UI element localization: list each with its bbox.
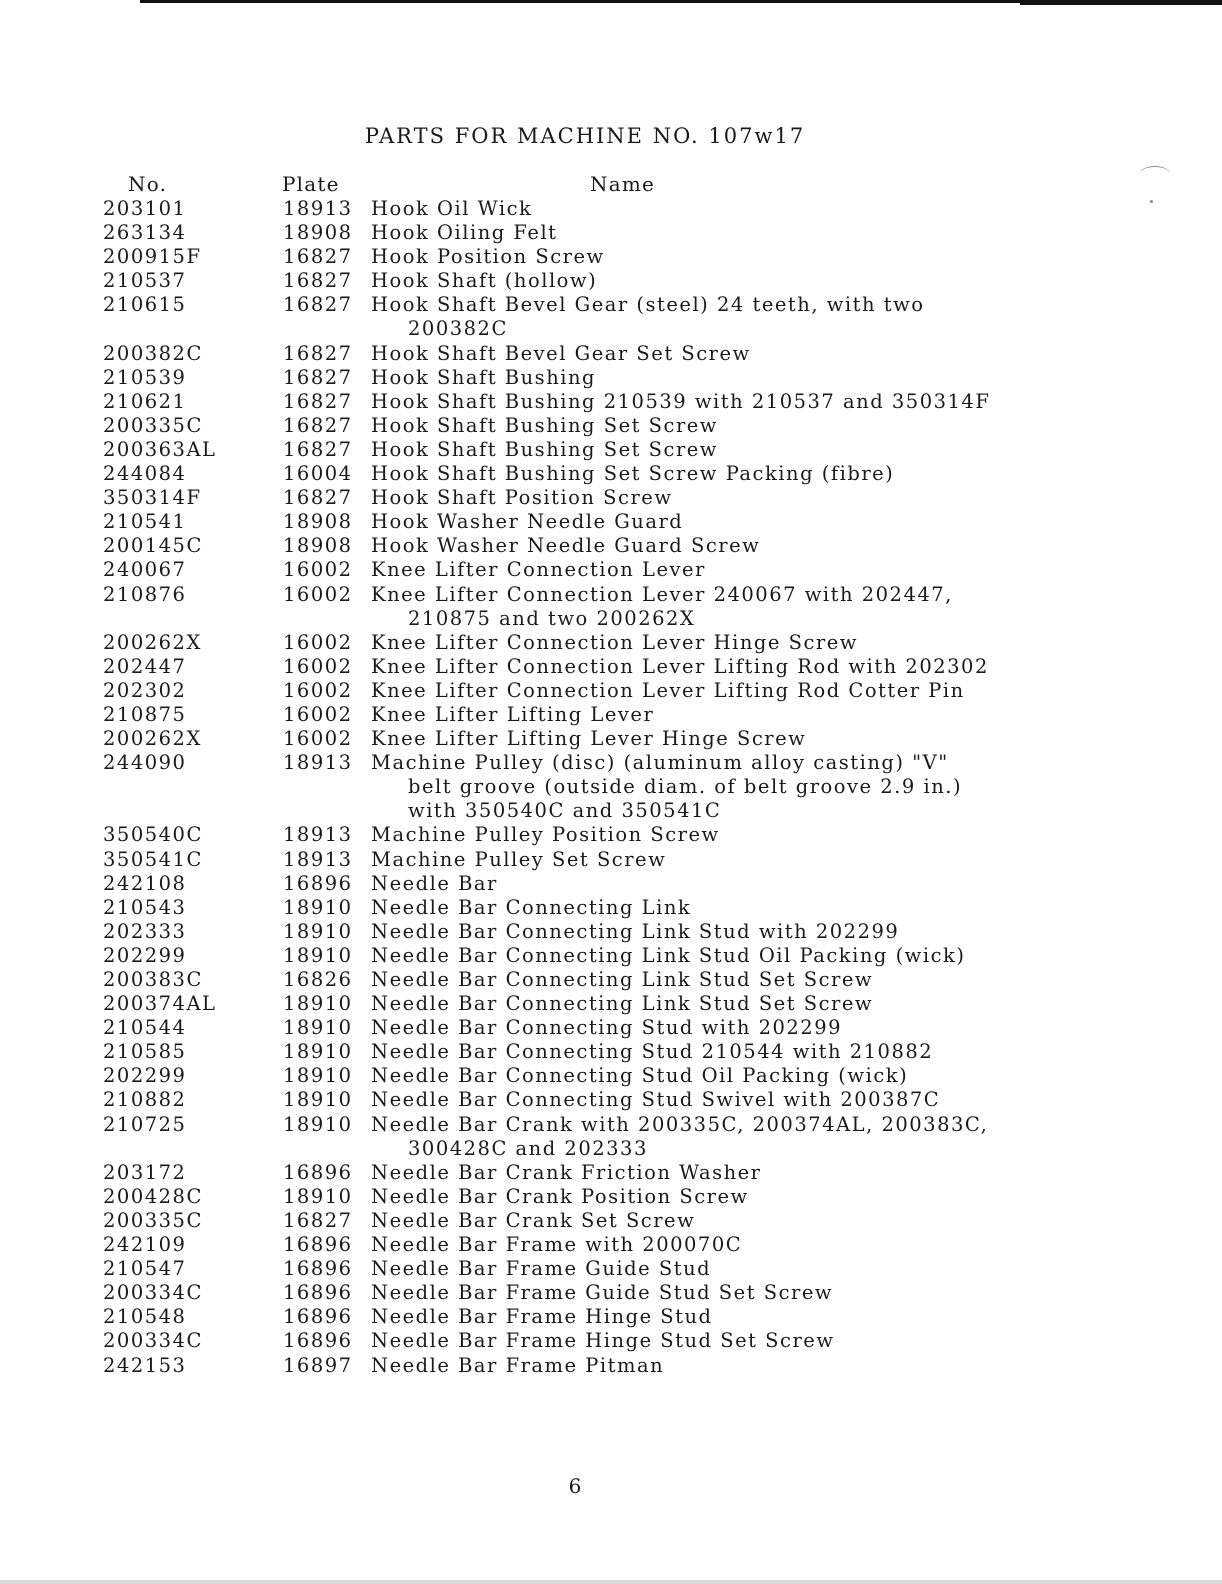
part-number: 210539 <box>103 365 187 389</box>
part-number: 350541C <box>103 847 203 871</box>
part-name: Needle Bar Connecting Link Stud Oil Packing (wick) <box>371 943 966 967</box>
part-name: Knee Lifter Lifting Lever Hinge Screw <box>371 727 807 751</box>
part-name: Knee Lifter Connection Lever Lifting Rod with 202302 <box>371 654 989 678</box>
part-row <box>0 1209 1100 1233</box>
part-row <box>0 751 1100 823</box>
part-name: Knee Lifter Connection Lever <box>371 558 706 582</box>
part-row <box>0 992 1100 1016</box>
plate-number: 16827 <box>283 413 353 437</box>
plate-number: 16002 <box>283 727 353 751</box>
part-name: Hook Oil Wick <box>371 197 533 220</box>
part-number: 200335C <box>103 413 203 437</box>
part-name: Needle Bar Frame Hinge Stud Set Screw <box>371 1329 835 1353</box>
part-name: Hook Shaft Bevel Gear Set Screw <box>371 341 751 365</box>
part-number: 263134 <box>103 221 187 245</box>
part-number: 202299 <box>103 943 187 967</box>
part-name: Needle Bar Connecting Stud with 202299 <box>371 1016 843 1040</box>
plate-number: 16896 <box>283 1257 353 1281</box>
column-header-no: No. <box>128 172 168 196</box>
part-row <box>0 438 1100 462</box>
part-row <box>0 944 1100 968</box>
plate-number: 18913 <box>283 823 353 847</box>
part-row <box>0 1185 1100 1209</box>
part-name: Needle Bar Connecting Stud Oil Packing (wick) <box>371 1064 909 1088</box>
part-number: 200915F <box>103 245 202 269</box>
plate-number: 16827 <box>283 245 353 269</box>
part-name: Hook Oiling Felt <box>371 221 558 245</box>
part-row <box>0 968 1100 992</box>
plate-number: 18910 <box>283 992 353 1016</box>
part-number: 200374AL <box>103 992 217 1016</box>
parts-list <box>0 197 1100 1378</box>
plate-number: 18910 <box>283 1184 353 1208</box>
part-number: 210544 <box>103 1016 187 1040</box>
part-row <box>0 727 1100 751</box>
plate-number: 16896 <box>283 1281 353 1305</box>
part-number: 210615 <box>103 293 187 317</box>
part-name: Machine Pulley Position Screw <box>371 823 720 847</box>
part-row <box>0 631 1100 655</box>
part-number: 350314F <box>103 486 202 510</box>
plate-number: 18910 <box>283 895 353 919</box>
part-row <box>0 1113 1100 1161</box>
part-name: Knee Lifter Connection Lever Hinge Screw <box>371 630 858 654</box>
part-number: 240067 <box>103 558 187 582</box>
plate-number: 18913 <box>283 197 353 220</box>
part-row <box>0 1161 1100 1185</box>
plate-number: 16002 <box>283 582 353 606</box>
plate-number: 16827 <box>283 486 353 510</box>
part-name: Hook Shaft Bushing 210539 with 210537 and 350314F <box>371 389 991 413</box>
part-name: Needle Bar Crank Friction Washer <box>371 1160 762 1184</box>
plate-number: 18910 <box>283 1064 353 1088</box>
part-name: Needle Bar Frame Hinge Stud <box>371 1305 713 1329</box>
part-row <box>0 462 1100 486</box>
part-number: 202447 <box>103 654 187 678</box>
part-name: Needle Bar Connecting Link Stud with 202299 <box>371 919 900 943</box>
part-name: Needle Bar Connecting Stud Swivel with 200387C <box>371 1088 941 1112</box>
part-number: 200334C <box>103 1281 203 1305</box>
part-row <box>0 1281 1100 1305</box>
part-name-continuation: 210875 and two 200262X <box>408 606 696 630</box>
part-name: Needle Bar Connecting Link <box>371 895 692 919</box>
part-name-continuation: 200382C <box>408 317 508 341</box>
part-row <box>0 1064 1100 1088</box>
part-number: 242108 <box>103 871 187 895</box>
part-number: 210875 <box>103 702 187 726</box>
part-number: 200363AL <box>103 437 217 461</box>
part-name: Machine Pulley Set Screw <box>371 847 667 871</box>
plate-number: 16827 <box>283 437 353 461</box>
margin-mark <box>1140 166 1170 181</box>
part-name: Needle Bar Frame with 200070C <box>371 1233 743 1257</box>
part-row <box>0 703 1100 727</box>
part-number: 210876 <box>103 582 187 606</box>
plate-number: 16897 <box>283 1353 353 1377</box>
part-number: 210548 <box>103 1305 187 1329</box>
part-row <box>0 679 1100 703</box>
plate-number: 16827 <box>283 341 353 365</box>
part-name: Needle Bar Frame Pitman <box>371 1353 665 1377</box>
part-number: 242153 <box>103 1353 187 1377</box>
part-row <box>0 1257 1100 1281</box>
plate-number: 18910 <box>283 919 353 943</box>
plate-number: 16896 <box>283 1305 353 1329</box>
part-name: Hook Shaft (hollow) <box>371 269 598 293</box>
bottom-rule <box>0 1580 1222 1584</box>
plate-number: 18910 <box>283 1040 353 1064</box>
page-number: 6 <box>568 1474 582 1498</box>
part-name: Machine Pulley (disc) (aluminum alloy casting) "V" <box>371 751 949 775</box>
part-name-continuation: belt groove (outside diam. of belt groove 2.9 in.) <box>408 775 963 799</box>
part-number: 200262X <box>103 630 202 654</box>
plate-number: 16002 <box>283 630 353 654</box>
part-name: Hook Position Screw <box>371 245 605 269</box>
plate-number: 18910 <box>283 1088 353 1112</box>
plate-number: 16002 <box>283 558 353 582</box>
part-row <box>0 1233 1100 1257</box>
part-row <box>0 1305 1100 1329</box>
part-name: Hook Washer Needle Guard <box>371 510 684 534</box>
part-name: Hook Washer Needle Guard Screw <box>371 534 761 558</box>
part-row <box>0 366 1100 390</box>
plate-number: 18908 <box>283 534 353 558</box>
plate-number: 16002 <box>283 654 353 678</box>
plate-number: 18908 <box>283 510 353 534</box>
plate-number: 18910 <box>283 1016 353 1040</box>
part-row <box>0 221 1100 245</box>
part-row <box>0 655 1100 679</box>
part-row <box>0 510 1100 534</box>
part-row <box>0 293 1100 341</box>
part-row <box>0 920 1100 944</box>
part-row <box>0 245 1100 269</box>
part-number: 203172 <box>103 1160 187 1184</box>
part-number: 202299 <box>103 1064 187 1088</box>
part-number: 244084 <box>103 462 187 486</box>
part-number: 244090 <box>103 751 187 775</box>
part-row <box>0 896 1100 920</box>
part-name: Needle Bar Connecting Stud 210544 with 210882 <box>371 1040 934 1064</box>
plate-number: 18910 <box>283 943 353 967</box>
part-number: 210585 <box>103 1040 187 1064</box>
part-row <box>0 1016 1100 1040</box>
column-header-plate: Plate <box>282 172 340 196</box>
part-name: Hook Shaft Bushing Set Screw <box>371 413 718 437</box>
part-name: Needle Bar Connecting Link Stud Set Screw <box>371 992 874 1016</box>
part-row <box>0 872 1100 896</box>
plate-number: 16896 <box>283 1160 353 1184</box>
part-number: 200334C <box>103 1329 203 1353</box>
plate-number: 18913 <box>283 847 353 871</box>
part-number: 203101 <box>103 197 187 220</box>
part-row <box>0 342 1100 366</box>
part-row <box>0 558 1100 582</box>
part-name: Needle Bar Frame Guide Stud Set Screw <box>371 1281 834 1305</box>
part-name: Hook Shaft Bushing Set Screw <box>371 437 718 461</box>
part-name: Needle Bar Crank Set Screw <box>371 1208 696 1232</box>
part-row <box>0 583 1100 631</box>
part-row <box>0 848 1100 872</box>
part-name: Needle Bar Frame Guide Stud <box>371 1257 712 1281</box>
plate-number: 16002 <box>283 678 353 702</box>
part-row <box>0 486 1100 510</box>
part-number: 210882 <box>103 1088 187 1112</box>
plate-number: 16826 <box>283 968 353 991</box>
plate-number: 16896 <box>283 1233 353 1257</box>
part-name: Knee Lifter Connection Lever Lifting Rod Cotter Pin <box>371 678 965 702</box>
part-number: 242109 <box>103 1233 187 1257</box>
part-number: 200335C <box>103 1208 203 1232</box>
plate-number: 16004 <box>283 462 353 486</box>
part-number: 210725 <box>103 1112 187 1136</box>
part-row <box>0 1354 1100 1378</box>
plate-number: 16827 <box>283 269 353 293</box>
part-number: 200382C <box>103 341 203 365</box>
plate-number: 16002 <box>283 702 353 726</box>
plate-number: 16827 <box>283 389 353 413</box>
column-header-name: Name <box>590 172 656 196</box>
part-number: 210621 <box>103 389 187 413</box>
part-number: 200383C <box>103 968 203 991</box>
part-number: 200428C <box>103 1184 203 1208</box>
part-name: Hook Shaft Bushing <box>371 365 597 389</box>
part-number: 350540C <box>103 823 203 847</box>
part-number: 210541 <box>103 510 187 534</box>
part-name: Knee Lifter Connection Lever 240067 with 202447, <box>371 582 953 606</box>
part-name: Hook Shaft Bushing Set Screw Packing (fibre) <box>371 462 895 486</box>
part-name-continuation: 300428C and 202333 <box>408 1136 648 1160</box>
part-row <box>0 1040 1100 1064</box>
plate-number: 16896 <box>283 871 353 895</box>
part-row <box>0 534 1100 558</box>
part-number: 202333 <box>103 919 187 943</box>
part-row <box>0 414 1100 438</box>
part-number: 200262X <box>103 727 202 751</box>
part-row <box>0 269 1100 293</box>
plate-number: 16896 <box>283 1329 353 1353</box>
part-number: 200145C <box>103 534 203 558</box>
plate-number: 16827 <box>283 1208 353 1232</box>
part-name-continuation: with 350540C and 350541C <box>408 799 722 823</box>
plate-number: 18913 <box>283 751 353 775</box>
plate-number: 18908 <box>283 221 353 245</box>
part-row <box>0 1329 1100 1353</box>
part-name: Needle Bar Crank Position Screw <box>371 1184 749 1208</box>
part-name: Needle Bar Crank with 200335C, 200374AL, 200383C, <box>371 1112 989 1136</box>
part-number: 210547 <box>103 1257 187 1281</box>
top-rule-thick <box>1020 0 1222 5</box>
part-name: Needle Bar <box>371 871 498 895</box>
margin-dot <box>1150 200 1153 203</box>
part-number: 210537 <box>103 269 187 293</box>
part-name: Needle Bar Connecting Link Stud Set Screw <box>371 968 874 991</box>
part-number: 202302 <box>103 678 187 702</box>
part-row <box>0 1088 1100 1112</box>
page-title: PARTS FOR MACHINE NO. 107w17 <box>364 124 806 148</box>
part-name: Hook Shaft Position Screw <box>371 486 673 510</box>
part-number: 210543 <box>103 895 187 919</box>
plate-number: 18910 <box>283 1112 353 1136</box>
part-name: Knee Lifter Lifting Lever <box>371 702 655 726</box>
part-name: Hook Shaft Bevel Gear (steel) 24 teeth, with two <box>371 293 925 317</box>
plate-number: 16827 <box>283 293 353 317</box>
part-row <box>0 823 1100 847</box>
plate-number: 16827 <box>283 365 353 389</box>
part-row <box>0 197 1100 221</box>
part-row <box>0 390 1100 414</box>
